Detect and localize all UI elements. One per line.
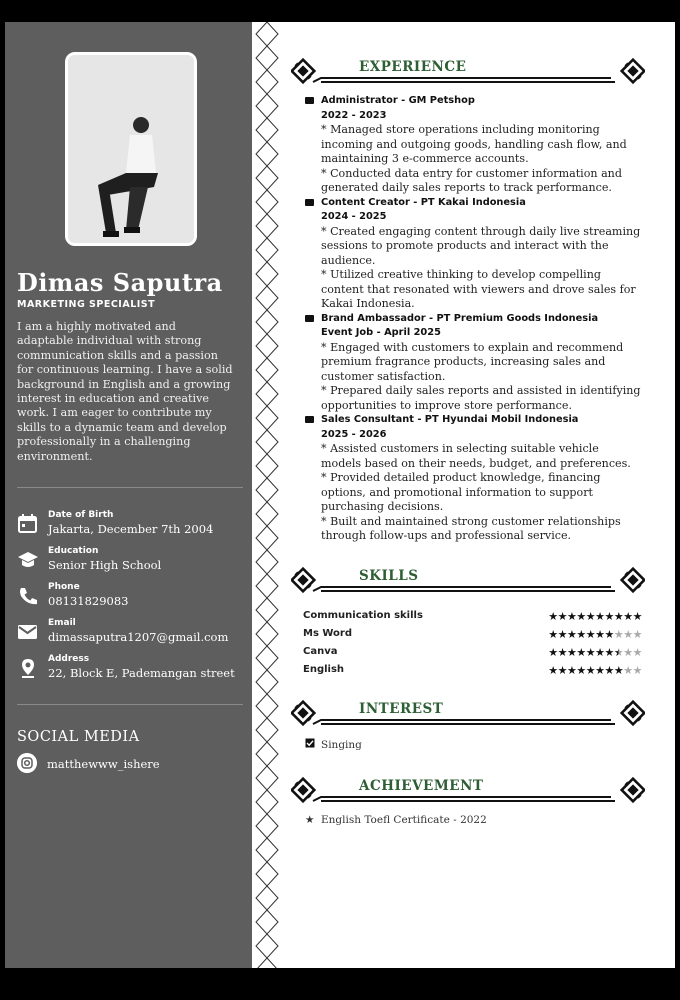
star-filled-icon: ★: [595, 646, 605, 659]
job-detail: options, and promotional information to support: [321, 485, 593, 499]
star-filled-icon: ★: [567, 646, 577, 659]
job-detail: content that resonated with viewers and drove sales for: [321, 282, 636, 296]
job-detail: customer satisfaction.: [321, 369, 446, 383]
social-media-title: SOCIAL MEDIA: [17, 729, 140, 745]
star-filled-icon: ★: [585, 610, 596, 623]
resume-page: [5, 22, 675, 968]
star-filled-icon: ★: [567, 628, 577, 641]
skill-rating: [548, 610, 642, 623]
star-filled-icon: ★: [557, 664, 567, 677]
about-line: environment.: [17, 449, 93, 463]
calendar-icon: [17, 514, 39, 534]
star-filled-icon: ★: [595, 628, 605, 641]
star-filled-icon: ★: [613, 610, 624, 623]
section-title: ACHIEVEMENT: [359, 778, 484, 794]
achievement-label: English Toefl Certificate - 2022: [321, 814, 487, 826]
star-empty-icon: ★: [632, 646, 642, 659]
job-detail: through follow-ups and professional service.: [321, 529, 572, 542]
skill-name: Communication skills: [303, 610, 423, 621]
phone-icon: [17, 586, 39, 606]
job-detail: audience.: [321, 253, 376, 267]
star-filled-icon: ★: [613, 664, 624, 677]
person-name: Dimas Saputra: [17, 268, 223, 297]
star-filled-icon: ★: [604, 610, 614, 623]
ornament-icon: [291, 54, 645, 88]
ornament-icon: [291, 696, 645, 730]
star-filled-icon: ★: [557, 628, 567, 641]
job-detail: models based on their needs, budget, and preferences.: [321, 456, 631, 470]
job-title: Sales Consultant - PT Hyundai Mobil Indonesia: [303, 413, 653, 428]
job-period: 2022 - 2023: [321, 109, 387, 121]
star-filled-icon: ★: [604, 646, 614, 659]
skill-name: Ms Word: [303, 628, 353, 639]
job-detail: * Engaged with customers to explain and recommend: [321, 340, 624, 354]
star-filled-icon: ★: [632, 610, 642, 623]
skill-row: [303, 646, 648, 664]
contact-value: 08131829083: [48, 594, 129, 608]
skills-list: [303, 610, 648, 682]
about-line: work. I am eager to contribute my: [17, 406, 212, 420]
experience-header: [291, 54, 645, 88]
skill-name: English: [303, 664, 345, 675]
checkbox-icon: [305, 738, 321, 751]
location-pin-icon: [17, 658, 39, 678]
job-detail: premium fragrance products, increasing sales and: [321, 355, 606, 368]
star-empty-icon: ★: [632, 664, 642, 677]
star-filled-icon: ★: [595, 610, 605, 623]
about-text: [17, 320, 245, 464]
experience-item: [303, 312, 653, 414]
job-detail: purchasing decisions.: [321, 500, 444, 513]
about-line: I am a highly motivated and: [17, 320, 176, 333]
contact-value: dimassaputra1207@gmail.com: [48, 630, 229, 644]
section-title: EXPERIENCE: [359, 59, 467, 75]
star-half-icon: ★: [613, 646, 624, 659]
job-title: MARKETING SPECIALIST: [17, 299, 156, 310]
star-filled-icon: ★: [585, 628, 596, 641]
interest-label: Singing: [321, 739, 362, 751]
interest-header: [291, 696, 645, 730]
sidebar-divider: [17, 487, 243, 488]
job-detail: maintaining 3 e-commerce accounts.: [321, 152, 529, 165]
star-filled-icon: ★: [576, 610, 586, 623]
about-line: skills to a dynamic team and develop: [17, 420, 227, 434]
experience-item: [303, 413, 653, 544]
job-detail: * Built and maintained strong customer relationships: [321, 514, 621, 528]
section-title: SKILLS: [359, 568, 419, 584]
contact-value: 22, Block E, Pademangan street: [48, 666, 235, 680]
job-detail: Kakai Indonesia.: [321, 297, 415, 310]
graduation-cap-icon: [17, 550, 39, 570]
job-detail: sessions to promote products and interact with the: [321, 239, 609, 252]
skill-row: [303, 610, 648, 628]
email-icon: [17, 622, 39, 642]
instagram-icon: [17, 753, 37, 773]
skill-rating: [548, 646, 642, 659]
skill-rating: [548, 664, 642, 677]
job-detail: * Utilized creative thinking to develop compelling: [321, 268, 601, 281]
contact-value: Jakarta, December 7th 2004: [48, 522, 214, 536]
job-detail: incoming and outgoing goods, handling cash flow, and: [321, 137, 627, 151]
star-filled-icon: ★: [557, 610, 567, 623]
skill-name: Canva: [303, 646, 338, 657]
job-detail: * Conducted data entry for customer information and: [321, 166, 622, 180]
profile-photo: [65, 52, 197, 246]
star-filled-icon: ★: [595, 664, 605, 677]
star-empty-icon: ★: [623, 628, 633, 641]
about-line: communication skills and a passion: [17, 348, 218, 362]
job-detail: * Prepared daily sales reports and assisted in identifying: [321, 384, 641, 397]
contact-label: Education: [48, 546, 99, 556]
diamond-border: [253, 22, 281, 968]
about-line: adaptable individual with strong: [17, 334, 202, 348]
star-filled-icon: ★: [623, 610, 633, 623]
star-filled-icon: ★: [585, 646, 596, 659]
contact-label: Phone: [48, 582, 80, 592]
skill-row: [303, 664, 648, 682]
contact-label: Email: [48, 618, 76, 628]
star-empty-icon: ★: [623, 664, 633, 677]
section-title: INTEREST: [359, 701, 444, 717]
job-detail: * Provided detailed product knowledge, financing: [321, 471, 601, 484]
experience-item: [303, 196, 653, 312]
skill-row: [303, 628, 648, 646]
star-filled-icon: ★: [604, 664, 614, 677]
job-period: Event Job - April 2025: [321, 327, 441, 338]
job-detail: generated daily sales reports to track performance.: [321, 181, 612, 194]
contact-label: Date of Birth: [48, 510, 114, 520]
job-detail: * Created engaging content through daily live streaming: [321, 224, 641, 238]
star-filled-icon: ★: [548, 628, 558, 641]
star-filled-icon: ★: [576, 664, 586, 677]
star-filled-icon: ★: [557, 646, 567, 659]
star-filled-icon: ★: [604, 628, 614, 641]
achievement-header: [291, 773, 645, 807]
ornament-icon: [291, 563, 645, 597]
star-filled-icon: ★: [548, 646, 558, 659]
sidebar: [5, 22, 252, 968]
star-filled-icon: ★: [585, 664, 596, 677]
skill-rating: [548, 628, 642, 641]
job-detail: * Managed store operations including monitoring: [321, 123, 600, 136]
star-empty-icon: ★: [623, 646, 633, 659]
instagram-handle: matthewww_ishere: [47, 757, 160, 771]
star-filled-icon: ★: [576, 628, 586, 641]
experience-list: [303, 94, 653, 544]
sidebar-divider: [17, 704, 243, 705]
about-line: professionally in a challenging: [17, 435, 191, 449]
skills-header: [291, 563, 645, 597]
interest-item: [305, 738, 362, 751]
job-period: 2025 - 2026: [321, 428, 387, 440]
achievement-item: [305, 814, 487, 826]
star-filled-icon: ★: [548, 610, 558, 623]
star-filled-icon: ★: [567, 664, 577, 677]
contact-label: Address: [48, 654, 90, 664]
experience-item: [303, 94, 653, 196]
job-detail: * Assisted customers in selecting suitable vehicle: [321, 442, 599, 455]
job-title: Content Creator - PT Kakai Indonesia: [303, 196, 653, 211]
about-line: background in English and a growing: [17, 377, 231, 391]
job-title: Administrator - GM Petshop: [303, 94, 653, 109]
job-period: 2024 - 2025: [321, 211, 387, 222]
star-filled-icon: ★: [548, 664, 558, 677]
about-line: interest in education and creative: [17, 392, 210, 406]
contact-value: Senior High School: [48, 558, 162, 572]
about-line: for continuous learning. I have a solid: [17, 363, 233, 377]
job-title: Brand Ambassador - PT Premium Goods Indonesia: [303, 312, 653, 327]
star-empty-icon: ★: [613, 628, 624, 641]
star-filled-icon: ★: [567, 610, 577, 623]
job-detail: opportunities to improve store performance.: [321, 398, 572, 412]
star-icon: ★: [305, 814, 315, 826]
star-filled-icon: ★: [576, 646, 586, 659]
star-empty-icon: ★: [632, 628, 642, 641]
